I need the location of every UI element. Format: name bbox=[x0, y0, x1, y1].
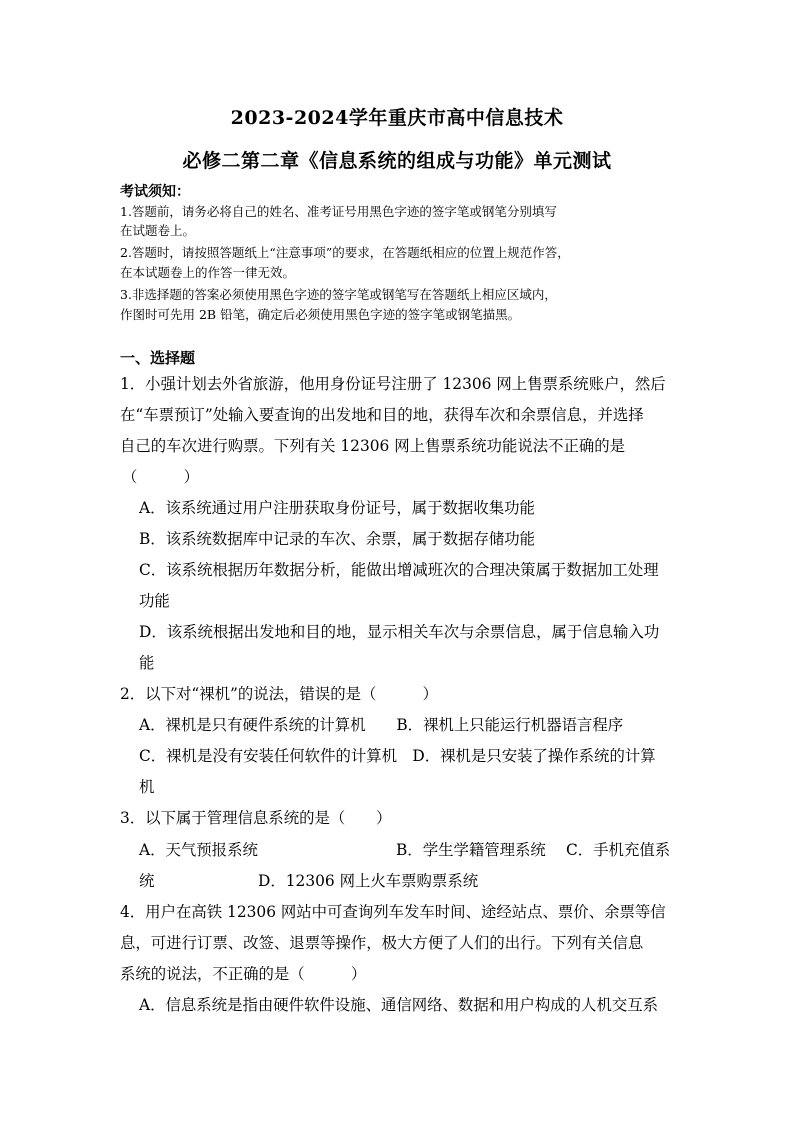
option-text: C．该系统根据历年数据分析，能做出增减班次的合理决策属于数据加工处理 bbox=[139, 561, 659, 579]
notice-line: 在本试题卷上的作答一律无效。 bbox=[120, 265, 296, 280]
notice-line: 3.非选择题的答案必须使用黑色字迹的签字笔或钢笔写在答题纸上相应区域内， bbox=[120, 287, 557, 302]
notice-line: 2.答题时，请按照答题纸上“注意事项”的要求，在答题纸相应的位置上规范作答， bbox=[120, 245, 570, 260]
option-text: C．裸机是没有安装任何软件的计算机 D．裸机是只安装了操作系统的计算 bbox=[139, 747, 656, 765]
document-subtitle: 必修二第二章《信息系统的组成与功能》单元测试 bbox=[182, 150, 612, 172]
option-text: A．天气预报系统 bbox=[139, 841, 258, 859]
document-title: 2023-2024学年重庆市高中信息技术 bbox=[230, 107, 564, 129]
question-text: 自己的车次进行购票。下列有关 12306 网上售票系统功能说法不正确的是 bbox=[120, 437, 626, 455]
notice-line: 作图时可先用 2B 铅笔，确定后必须使用黑色字迹的签字笔或钢笔描黑。 bbox=[120, 307, 521, 322]
option-text: C．手机充值系 bbox=[566, 841, 671, 859]
question-text: 系统的说法，不正确的是（ ） bbox=[120, 965, 367, 983]
option-text: 功能 bbox=[139, 592, 170, 610]
option-text: A．裸机是只有硬件系统的计算机 B．裸机上只能运行机器语言程序 bbox=[139, 716, 624, 734]
option-text: D．该系统根据出发地和目的地，显示相关车次与余票信息，属于信息输入功 bbox=[139, 623, 660, 641]
notice-heading: 考试须知： bbox=[120, 184, 190, 200]
question-text: 1．小强计划去外省旅游，他用身份证号注册了 12306 网上售票系统账户，然后 bbox=[120, 375, 666, 393]
option-text: A．信息系统是指由硬件软件设施、通信网络、数据和用户构成的人机交互系 bbox=[139, 996, 659, 1014]
answer-blank: （ ） bbox=[122, 468, 199, 486]
option-text: B．学生学籍管理系统 bbox=[396, 841, 546, 859]
option-text: D．12306 网上火车票购票系统 bbox=[258, 872, 479, 890]
option-text: 统 bbox=[139, 872, 155, 890]
question-text: 在“车票预订”处输入要查询的出发地和目的地，获得车次和余票信息，并选择 bbox=[120, 406, 644, 424]
option-text: B．该系统数据库中记录的车次、余票，属于数据存储功能 bbox=[139, 530, 536, 548]
option-text: 能 bbox=[139, 654, 155, 672]
notice-line: 1.答题前，请务必将自己的姓名、准考证号用黑色字迹的签字笔或钢笔分别填写 bbox=[120, 204, 557, 219]
question-text: 3．以下属于管理信息系统的是（ ） bbox=[120, 809, 392, 827]
question-text: 息，可进行订票、改签、退票等操作，极大方便了人们的出行。下列有关信息 bbox=[120, 934, 644, 952]
option-text: 机 bbox=[139, 778, 155, 796]
question-text: 4．用户在高铁 12306 网站中可查询列车发车时间、途经站点、票价、余票等信 bbox=[120, 903, 666, 921]
question-text: 2．以下对“裸机”的说法，错误的是（ ） bbox=[120, 685, 438, 703]
notice-line: 在试题卷上。 bbox=[120, 223, 196, 238]
section-title: 一、选择题 bbox=[120, 349, 196, 367]
option-text: A．该系统通过用户注册获取身份证号，属于数据收集功能 bbox=[139, 499, 535, 517]
